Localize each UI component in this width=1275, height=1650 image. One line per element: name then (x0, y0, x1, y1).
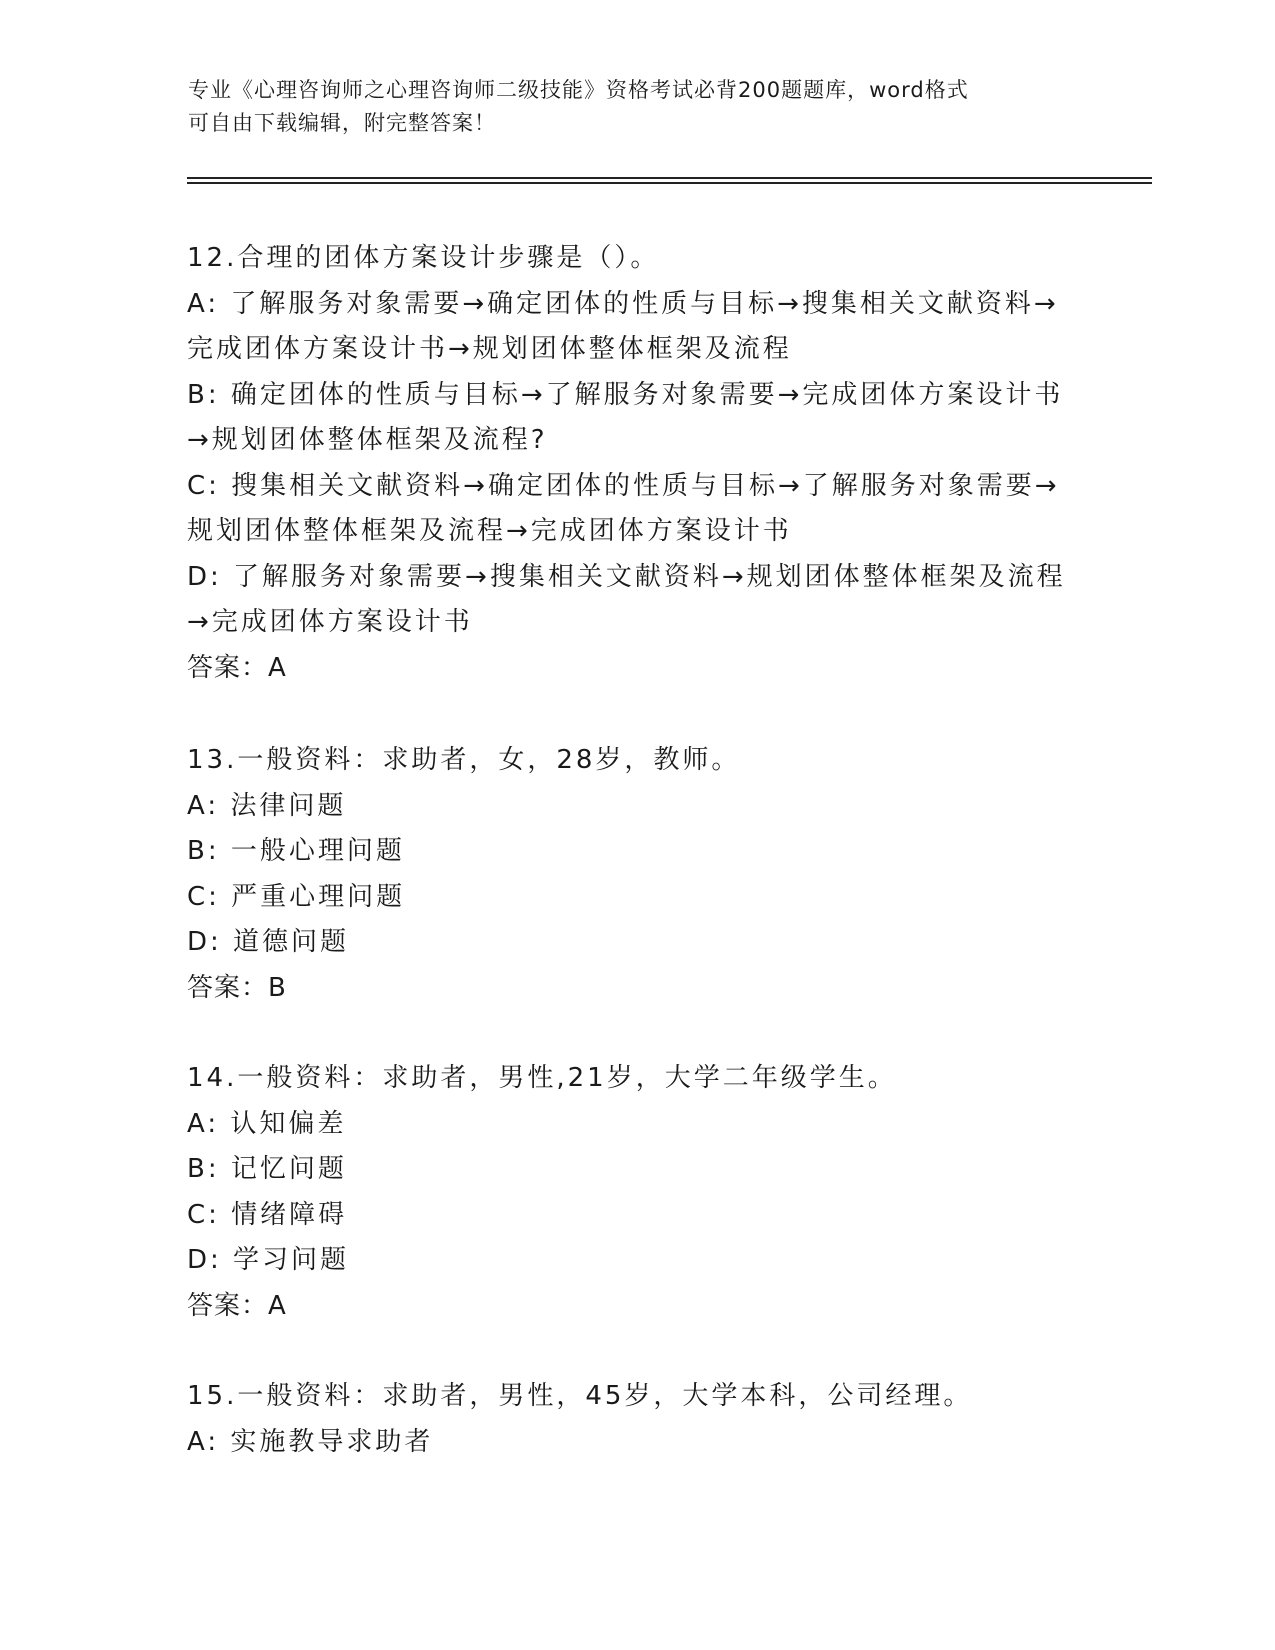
header-divider-top (187, 177, 1152, 179)
question-14 (187, 1056, 1087, 1329)
question-12 (187, 236, 1087, 691)
option-a: A: 认知偏差 (187, 1108, 347, 1139)
option-a-line-1: A: 了解服务对象需要→确定团体的性质与目标→搜集相关文献资料→ (187, 288, 1059, 319)
option-c-line-2: 规划团体整体框架及流程→完成团体方案设计书 (187, 516, 792, 546)
question-stem: 12.合理的团体方案设计步骤是（）。 (187, 243, 660, 273)
option-c: C: 严重心理问题 (187, 881, 406, 912)
question-13 (187, 738, 1087, 1011)
answer-label: 答案：A (187, 652, 287, 683)
option-c-line-1: C: 搜集相关文献资料→确定团体的性质与目标→了解服务对象需要→ (187, 470, 1060, 501)
question-15 (187, 1374, 1087, 1465)
option-c: C: 情绪障碍 (187, 1199, 348, 1230)
option-d: D: 道德问题 (187, 927, 350, 957)
question-stem: 13.一般资料：求助者，女，28岁，教师。 (187, 745, 741, 775)
option-b-line-1: B: 确定团体的性质与目标→了解服务对象需要→完成团体方案设计书 (187, 379, 1064, 410)
question-stem: 14.一般资料：求助者，男性,21岁，大学二年级学生。 (187, 1063, 897, 1093)
document-header (188, 74, 1068, 140)
option-b-line-2: →规划团体整体框架及流程? (187, 425, 548, 455)
option-a: A: 实施教导求助者 (187, 1426, 434, 1457)
option-a-line-2: 完成团体方案设计书→规划团体整体框架及流程 (187, 334, 792, 364)
option-a: A: 法律问题 (187, 790, 347, 821)
option-d-line-2: →完成团体方案设计书 (187, 607, 473, 637)
answer-label: 答案：B (187, 972, 287, 1003)
header-divider-bottom (187, 182, 1152, 184)
answer-label: 答案：A (187, 1290, 287, 1321)
option-b: B: 记忆问题 (187, 1154, 347, 1184)
question-stem: 15.一般资料：求助者，男性，45岁，大学本科，公司经理。 (187, 1381, 973, 1411)
header-title-line-1: 专业《心理咨询师之心理咨询师二级技能》资格考试必背200题题库，word格式 (188, 78, 969, 102)
header-title-line-2: 可自由下载编辑，附完整答案！ (188, 111, 496, 135)
option-b: B: 一般心理问题 (187, 836, 405, 866)
option-d-line-1: D: 了解服务对象需要→搜集相关文献资料→规划团体整体框架及流程 (187, 561, 1066, 592)
option-d: D: 学习问题 (187, 1245, 350, 1275)
